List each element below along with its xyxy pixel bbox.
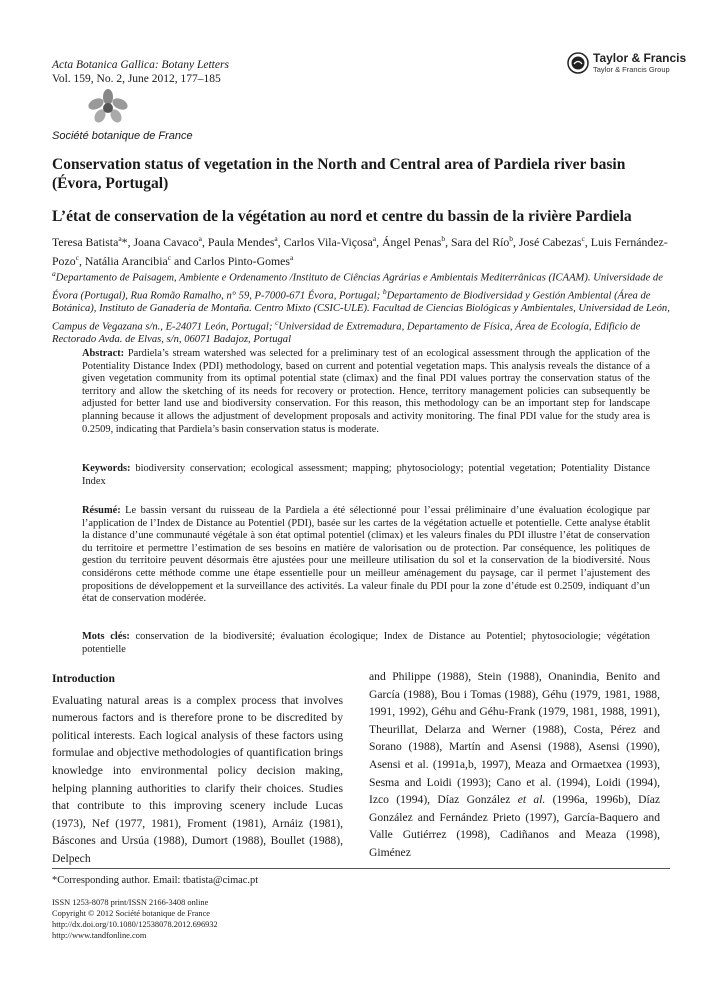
footnote-divider (52, 868, 670, 869)
resume (82, 505, 650, 606)
mots-cles-label: Mots clés: (82, 631, 130, 642)
journal-name: Acta Botanica Gallica: Botany Letters (52, 59, 229, 71)
resume-text: Le bassin versant du ruisseau de la Pardiela a été sélectionné pour l’essai préliminaire d’une évaluation écologique par l’application de l’Index de Distance au Potentiel (PDI), basée sur les cartes de la végétation actuelle et potentielle. Cette analyse établit la distance d’une communauté végétale à son état optimal potentiel (climax) et les valeurs finales du PDI illustre l’état de conservation du territoire et permettre l’estimation de ses besoins en matière de valorisation ou de protection. Par conséquence, les politiques de gestion du territoire peuvent désormais être ajustées pour une meilleure utilisation du sol et la conservation de la biodiversité. Nous considérons cette méthode comme une étape essentielle pour un meilleur aménagement du paysage, car il permet l’ajustement des propositions de développement et la surveillance des activités. La valeur finale du PDI pour la zone d’étude est 0.2509, indiquant d’un état de conservation modérée. (82, 505, 650, 605)
publisher-group: Taylor & Francis Group (593, 65, 670, 74)
copyright-line: Copyright © 2012 Société botanique de France (52, 909, 211, 918)
publication-info (52, 897, 218, 941)
doi-link[interactable]: http://dx.doi.org/10.1080/12538078.2012.696932 (52, 920, 218, 929)
journal-website-link[interactable]: http://www.tandfonline.com (52, 931, 147, 940)
keywords-text: biodiversity conservation; ecological assessment; mapping; phytosociology; potential vegetation; Potentiality Distance Index (82, 463, 650, 487)
mots-cles-text: conservation de la biodiversité; évaluation écologique; Index de Distance au Potentiel; phytosociologie; végétation potentielle (82, 631, 650, 655)
keywords (82, 463, 650, 488)
issn-line: ISSN 1253-8078 print/ISSN 2166-3408 online (52, 898, 209, 907)
keywords-label: Keywords: (82, 463, 131, 474)
society-name: Société botanique de France (52, 130, 193, 142)
journal-header (52, 58, 229, 86)
affiliations: $^a$Departamento de Paisagem, Ambiente e Ordenamento /Instituto de Ciências Agrárias e Ambientais Mediterrânicas (ICAAM). Universidade de Évora (Portugal), Rua Romão Ramalho, n° 59, P-7000-671 Évora, Portugal; $^b$Departamento de Biodiversidad y Gestión Ambiental (Área de Botánica), Instituto de Ganadería de Montaña. Centro Mixto (CSIC-ULE). Facultad de Ciencias Biológicas y Ambientales, Universidad de León, Campus de Vegazana s/n., E-24071 León, Portugal; $^c$Universidad de Extremadura, Departamento de Física, Área de Ecología, Edificio de Rectorado Avda. de Elvas, s/n, 06071 Badajoz, Portugal (52, 269, 670, 346)
journal-volume: Vol. 159, No. 2, June 2012, 177–185 (52, 73, 221, 85)
article-title: Conservation status of vegetation in the North and Central area of Pardiela river basin (Évora, Portugal) (52, 156, 626, 192)
society-flower-logo-icon (84, 88, 132, 128)
body-column-right (369, 668, 660, 862)
article-title-french: L’état de conservation de la végétation au nord et centre du bassin de la rivière Pardiela (52, 208, 632, 225)
introduction-paragraph-right: and Philippe (1988), Stein (1988), Onanindia, Benito and García (1988), Bou i Tomas (1988), Géhu (1979, 1981, 1988, 1991, 1992), Géhu and Géhu-Frank (1979, 1981, 1988, 1991), Theurillat, Delarza and Werner (1988), Costa, Pérez and Sorano (1988), Martín and Asensi (1988), Asensi (1990), Asensi et al. (1991a,b, 1997), Meaza and Ormaetxea (1993), Sesma and Loidi (1993); Cano et al. (1994), Loidi (1994), Izco (1994), Díaz González et al. (1996a, 1996b), Díaz González and Fernández Prieto (1997), García-Baquero and Valle Gutiérrez (1998), Cadiñanos and Meaza (1998), Giménez (369, 670, 660, 859)
mots-cles (82, 631, 650, 656)
abstract-text: Pardiela’s stream watershed was selected for a preliminary test of an ecological assessment through the application of the Potentiality Distance Index (PDI) methodology, based on current and potential vegetation maps. This analysis reveals the distance of a given vegetation community from its optimal potential state (climax) and the final PDI values portray the conservation status of the territory and allow the sketching of its needs for recovery or protection. Hence, territory management policies can subsequently be adjusted for better land use and biodiversity conservation. For this reason, this methodology can be an important step for landscape planning because it allows the adjustment of development proposals and activity monitoring. The final PDI value for the study area is 0.2509, indicating that Pardiela’s basin conservation status is moderate. (82, 348, 650, 435)
section-heading-introduction: Introduction (52, 672, 115, 685)
body-column-left (52, 670, 343, 868)
introduction-paragraph-left: Evaluating natural areas is a complex process that involves numerous factors and is therefore prone to be discredited by political interests. Each logical analysis of these factors using formulae and objective methodologies of quantification brings knowledge into environmental policy decision making, helping planning authorities to clarify their choices. Studies that contribute to this improving scenery include Lucas (1973), Nef (1977, 1981), Froment (1981), Arnáiz (1981), Báscones and Ursúa (1988), Dumort (1988), Boullet (1988), Delpech (52, 693, 343, 865)
abstract-label: Abstract: (82, 348, 125, 359)
publisher-name: Taylor & Francis (593, 51, 687, 65)
corresponding-author-note: *Corresponding author. Email: tbatista@cimac.pt (52, 875, 259, 886)
publisher-logo (567, 52, 686, 74)
author-list: Teresa Batista$^a$*, Joana Cavaco$^a$, Paula Mendes$^a$, Carlos Vila-Viçosa$^a$, Ángel Penas$^b$, Sara del Río$^b$, José Cabezas$^c$, Luis Fernández-Pozo$^c$, Natália Arancibia$^c$ and Carlos Pinto-Gomes$^a$ (52, 234, 668, 268)
publisher-emblem-icon (567, 52, 589, 74)
resume-label: Résumé: (82, 505, 121, 516)
abstract (82, 348, 650, 436)
